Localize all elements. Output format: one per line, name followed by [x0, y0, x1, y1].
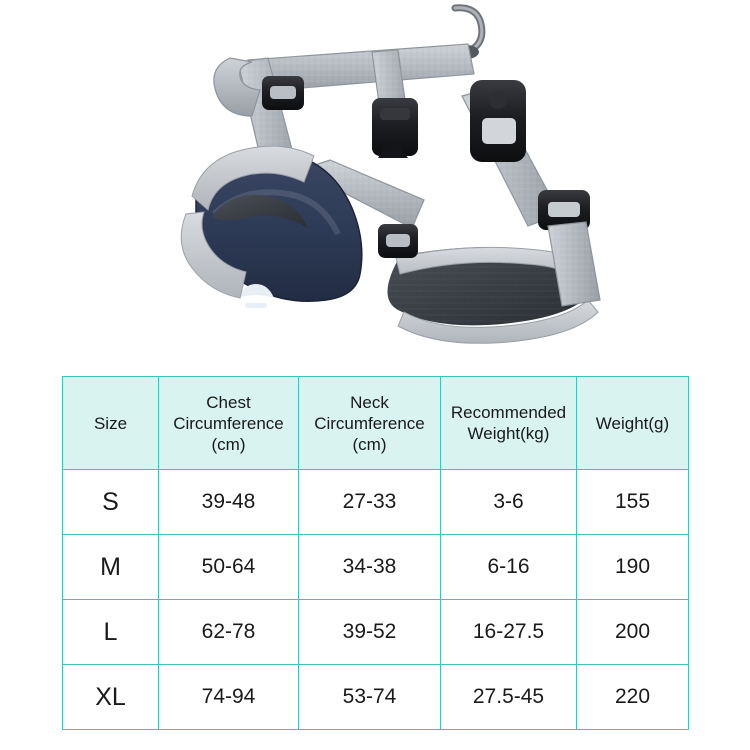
cell-neck: 27-33	[299, 470, 441, 535]
cell-chest: 39-48	[159, 470, 299, 535]
cell-chest: 62-78	[159, 600, 299, 665]
cell-recommended-weight: 27.5-45	[441, 665, 577, 730]
cell-recommended-weight: 16-27.5	[441, 600, 577, 665]
header-recweight-line1: Recommended	[450, 403, 567, 422]
cell-size: S	[63, 470, 159, 535]
table-row	[63, 600, 689, 665]
cell-recommended-weight: 3-6	[441, 470, 577, 535]
cell-chest: 74-94	[159, 665, 299, 730]
cell-chest: 50-64	[159, 535, 299, 600]
header-neck-line3: (cm)	[352, 434, 387, 454]
header-size	[63, 377, 159, 470]
header-neck-line1: Neck	[350, 392, 389, 412]
cell-size: L	[63, 600, 159, 665]
size-chart-body	[63, 470, 689, 730]
cell-weight: 155	[577, 470, 689, 535]
cell-size: M	[63, 535, 159, 600]
cell-neck: 34-38	[299, 535, 441, 600]
size-chart-header	[63, 377, 689, 470]
harness-slider-mid	[378, 224, 418, 258]
dog-harness-illustration	[0, 0, 750, 372]
header-chest-line1: Chest	[206, 392, 251, 412]
header-chest-circumference	[159, 377, 299, 470]
table-row	[63, 470, 689, 535]
header-chest-line2: Circumference	[173, 413, 284, 433]
table-row	[63, 535, 689, 600]
header-neck-line2: Circumference	[314, 413, 425, 433]
harness-buckle-center	[372, 98, 418, 158]
header-weight	[577, 377, 689, 470]
header-weight-line1: Weight(g)	[595, 413, 670, 433]
size-chart-table	[62, 376, 689, 730]
table-row	[63, 665, 689, 730]
cell-size: XL	[63, 665, 159, 730]
cell-neck: 39-52	[299, 600, 441, 665]
cell-weight: 200	[577, 600, 689, 665]
table-header-row	[63, 377, 689, 470]
cell-weight: 190	[577, 535, 689, 600]
header-recweight-line2: Weight(kg)	[467, 424, 550, 443]
cell-weight: 220	[577, 665, 689, 730]
cell-neck: 53-74	[299, 665, 441, 730]
header-size-line1: Size	[93, 413, 128, 433]
header-chest-line3: (cm)	[211, 434, 246, 454]
cell-recommended-weight: 6-16	[441, 535, 577, 600]
header-recommended-weight	[441, 377, 577, 470]
harness-slider-left	[262, 76, 304, 110]
header-neck-circumference	[299, 377, 441, 470]
harness-buckle-right	[470, 80, 526, 162]
product-image-area	[0, 0, 750, 372]
